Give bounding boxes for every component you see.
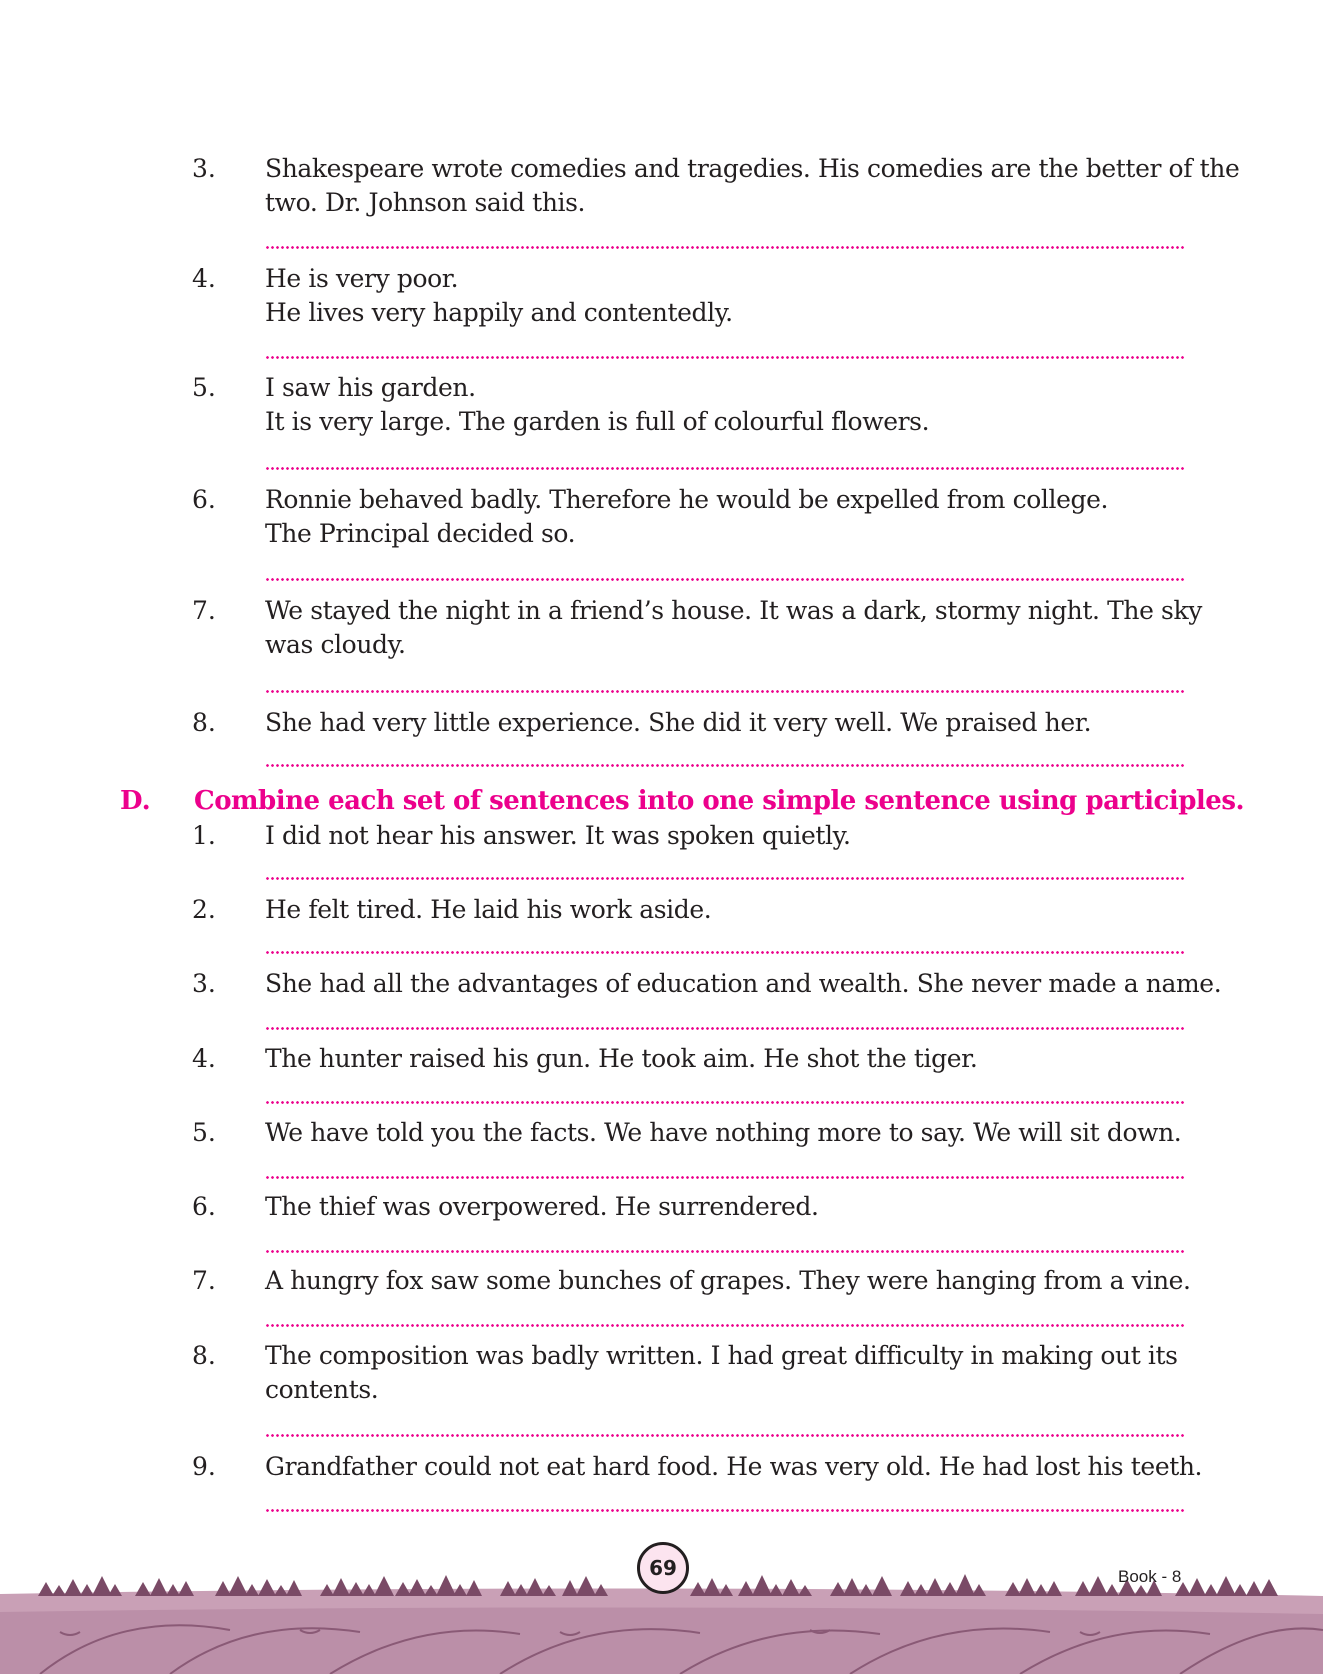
section-d-letter: D. [120, 786, 151, 816]
item-text-line: She had all the advantages of education and wealth. She never made a name. [265, 969, 1222, 998]
item-text-line: Ronnie behaved badly. Therefore he would be expelled from college. [265, 485, 1109, 514]
item-text-line: I saw his garden. [265, 373, 476, 402]
answer-line[interactable] [265, 1434, 1185, 1437]
item-text-line: The hunter raised his gun. He took aim. He shot the tiger. [265, 1044, 978, 1073]
item-text-line: He is very poor. [265, 264, 459, 293]
answer-line[interactable] [265, 764, 1185, 767]
answer-line[interactable] [265, 1027, 1185, 1030]
item-number: 5. [192, 373, 216, 402]
answer-line[interactable] [265, 951, 1185, 954]
footer [0, 1520, 1323, 1674]
answer-line[interactable] [265, 1101, 1185, 1104]
item-text-line: contents. [265, 1375, 379, 1404]
answer-line[interactable] [265, 1250, 1185, 1253]
item-text-line: The composition was badly written. I had great difficulty in making out its [265, 1341, 1178, 1370]
item-number: 9. [192, 1452, 216, 1481]
item-number: 6. [192, 1192, 216, 1221]
item-number: 1. [192, 821, 216, 850]
page-number: 69 [649, 1556, 677, 1580]
answer-line[interactable] [265, 690, 1185, 693]
item-number: 7. [192, 1266, 216, 1295]
answer-line[interactable] [265, 1176, 1185, 1179]
item-text-line: The thief was overpowered. He surrendered. [265, 1192, 819, 1221]
answer-line[interactable] [265, 246, 1185, 249]
item-text-line: was cloudy. [265, 630, 406, 659]
hill-band-shade [0, 1607, 1323, 1674]
answer-line[interactable] [265, 578, 1185, 581]
item-number: 8. [192, 708, 216, 737]
item-number: 4. [192, 1044, 216, 1073]
item-number: 6. [192, 485, 216, 514]
item-text-line: She had very little experience. She did it very well. We praised her. [265, 708, 1092, 737]
item-number: 5. [192, 1118, 216, 1147]
item-text-line: A hungry fox saw some bunches of grapes. They were hanging from a vine. [265, 1266, 1191, 1295]
item-text-line: I did not hear his answer. It was spoken quietly. [265, 821, 851, 850]
item-number: 3. [192, 154, 216, 183]
answer-line[interactable] [265, 1509, 1185, 1512]
answer-line[interactable] [265, 356, 1185, 359]
item-number: 4. [192, 264, 216, 293]
item-text-line: The Principal decided so. [265, 519, 576, 548]
answer-line[interactable] [265, 1324, 1185, 1327]
page-number-badge [637, 1542, 689, 1594]
item-text-line: He lives very happily and contentedly. [265, 298, 733, 327]
item-text-line: two. Dr. Johnson said this. [265, 188, 586, 217]
section-d-heading: Combine each set of sentences into one simple sentence using participles. [194, 786, 1245, 816]
item-text-line: He felt tired. He laid his work aside. [265, 895, 712, 924]
item-number: 8. [192, 1341, 216, 1370]
item-number: 2. [192, 895, 216, 924]
item-text-line: It is very large. The garden is full of colourful flowers. [265, 407, 930, 436]
item-number: 7. [192, 596, 216, 625]
item-text-line: Grandfather could not eat hard food. He was very old. He had lost his teeth. [265, 1452, 1203, 1481]
item-number: 3. [192, 969, 216, 998]
item-text-line: We stayed the night in a friend’s house. It was a dark, stormy night. The sky [265, 596, 1202, 625]
book-label: Book - 8 [1118, 1567, 1182, 1586]
answer-line[interactable] [265, 877, 1185, 880]
item-text-line: Shakespeare wrote comedies and tragedies. His comedies are the better of the [265, 154, 1240, 183]
answer-line[interactable] [265, 467, 1185, 470]
item-text-line: We have told you the facts. We have nothing more to say. We will sit down. [265, 1118, 1182, 1147]
